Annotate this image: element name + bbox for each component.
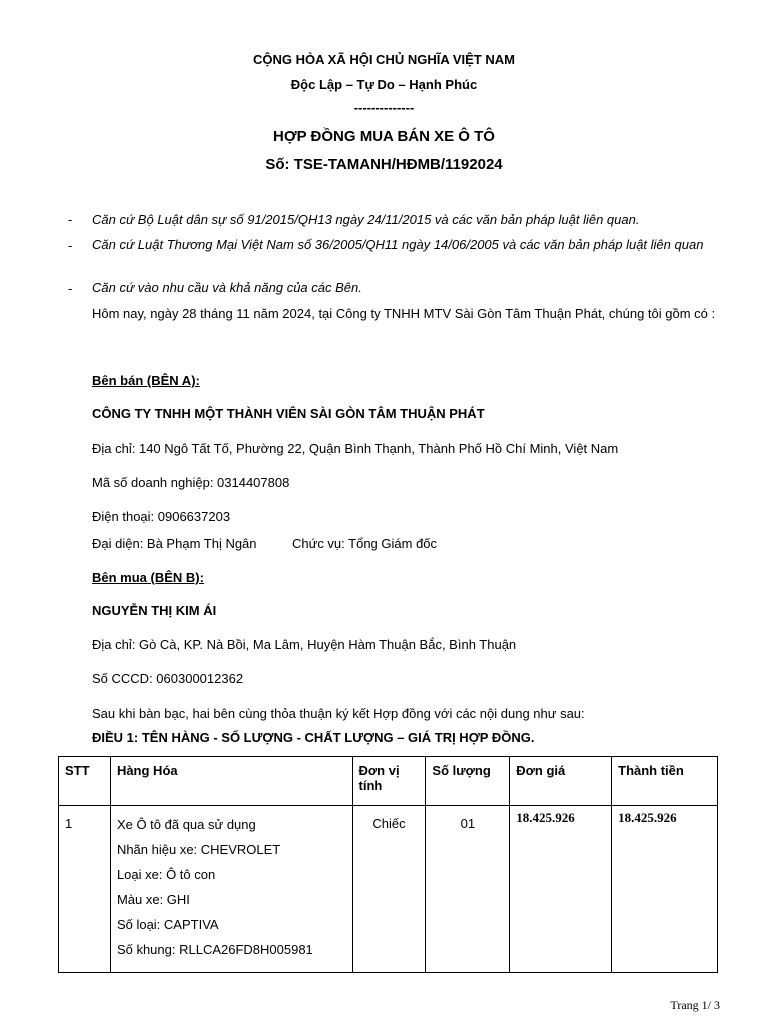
goods-line: Nhãn hiệu xe: CHEVROLET: [116, 842, 281, 857]
buyer-address: Địa chỉ: Gò Cà, KP. Nà Bồi, Ma Lâm, Huyện Hàm Thuận Bắc, Bình Thuận: [92, 637, 517, 652]
bullet-mark: -: [68, 281, 73, 296]
seller-tax-code: Mã số doanh nghiệp: 0314407808: [92, 475, 290, 490]
header-unit: Đơn vị tính: [352, 757, 426, 806]
header-divider: --------------: [353, 100, 415, 115]
buyer-heading: Bên mua (BÊN B):: [92, 570, 204, 585]
motto: Độc Lập – Tự Do – Hạnh Phúc: [290, 77, 478, 92]
seller-representative: Đại diện: Bà Phạm Thị Ngân: [92, 536, 257, 551]
intro-paragraph: Hôm nay, ngày 28 tháng 11 năm 2024, tại Công ty TNHH MTV Sài Gòn Tâm Thuận Phát, chúng tôi gồm có :: [92, 306, 716, 321]
header-unit-price: Đơn giá: [510, 757, 612, 806]
seller-address: Địa chỉ: 140 Ngô Tất Tố, Phường 22, Quận Bình Thạnh, Thành Phố Hồ Chí Minh, Việt Nam: [92, 441, 619, 456]
bullet-mark: -: [68, 212, 73, 227]
goods-line: Loại xe: Ô tô con: [116, 867, 216, 882]
buyer-name: NGUYỄN THỊ KIM ÁI: [92, 603, 217, 618]
header-quantity: Số lượng: [426, 757, 510, 806]
header-goods: Hàng Hóa: [110, 757, 352, 806]
buyer-id-card: Số CCCD: 060300012362: [92, 671, 244, 686]
cell-stt: 1: [59, 806, 111, 973]
seller-phone: Điện thoại: 0906637203: [92, 509, 231, 524]
seller-position: Chức vụ: Tổng Giám đốc: [292, 536, 438, 551]
article-1-heading: ĐIỀU 1: TÊN HÀNG - SỐ LƯỢNG - CHẤT LƯỢNG – GIÁ TRỊ HỢP ĐỒNG.: [92, 730, 535, 745]
legal-basis-1: Căn cứ Bộ Luật dân sự số 91/2015/QH13 ngày 24/11/2015 và các văn bản pháp luật liên quan.: [92, 212, 640, 227]
page-number: Trang 1/ 3: [670, 998, 720, 1012]
seller-heading: Bên bán (BÊN A):: [92, 373, 200, 388]
bullet-mark: -: [68, 238, 73, 253]
country-header: CỘNG HÒA XÃ HỘI CHỦ NGHĨA VIỆT NAM: [253, 52, 515, 67]
cell-unit-price: 18.425.926: [510, 806, 612, 973]
goods-line: Số khung: RLLCA26FD8H005981: [116, 942, 313, 957]
legal-basis-2: Căn cứ Luật Thương Mại Việt Nam số 36/2005/QH11 ngày 14/06/2005 và các văn bản pháp luật liên quan: [92, 237, 704, 252]
table-row: [59, 806, 718, 973]
goods-table: [58, 756, 718, 973]
goods-line: Màu xe: GHI: [116, 892, 190, 907]
contract-number: Số: TSE-TAMANH/HĐMB/1192024: [265, 156, 503, 173]
table-header-row: [59, 757, 718, 806]
cell-total: 18.425.926: [612, 806, 718, 973]
header-total: Thành tiền: [612, 757, 718, 806]
header-stt: STT: [59, 757, 111, 806]
contract-title: HỢP ĐỒNG MUA BÁN XE Ô TÔ: [273, 128, 495, 145]
cell-unit: Chiếc: [352, 806, 426, 973]
goods-line: Xe Ô tô đã qua sử dụng: [116, 817, 256, 832]
goods-line: Số loại: CAPTIVA: [116, 917, 219, 932]
cell-goods: [110, 806, 352, 973]
agreement-text: Sau khi bàn bạc, hai bên cùng thỏa thuận ký kết Hợp đồng với các nội dung như sau:: [92, 706, 585, 721]
cell-quantity: 01: [426, 806, 510, 973]
seller-name: CÔNG TY TNHH MỘT THÀNH VIÊN SÀI GÒN TÂM THUẬN PHÁT: [92, 406, 485, 421]
legal-basis-3: Căn cứ vào nhu cầu và khả năng của các Bên.: [92, 280, 362, 295]
